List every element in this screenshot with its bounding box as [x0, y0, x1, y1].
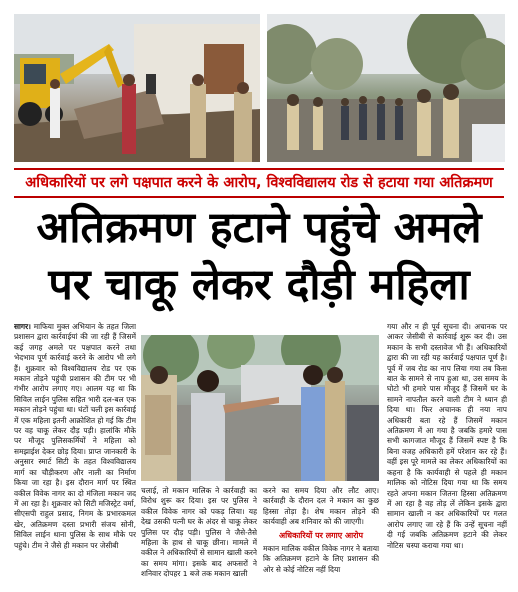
jcb-demolition-illustration — [14, 14, 260, 162]
photo-crowd-police — [267, 14, 505, 162]
kicker-strap: अधिकारियों पर लगे पक्षपात करने के आरोप, विश्वविद्यालय रोड से हटाया गया अतिक्रमण — [14, 168, 504, 198]
article-column-4 — [387, 322, 507, 584]
article-column-2 — [141, 486, 257, 584]
headline-line-1: अतिक्रमण हटाने पहुंचे अमले — [36, 203, 482, 253]
crowd-illustration — [267, 14, 505, 162]
article-text-col3b: मकान मालिक वकील विवेक नागर ने बताया कि अतिक्रमण हटाने के लिए प्रशासन की ओर से कोई नोटिस नहीं दिया — [263, 544, 379, 574]
photo-jcb-demolition — [14, 14, 260, 162]
article-column-1 — [14, 322, 136, 584]
article-text-col3: करने का समय दिया और लौट आए। कार्रवाही के दौरान दल ने मकान का कुछ हिस्सा तोड़ा है। शेष मकान तोड़ने की कार्यवाही अब शनिवार को की जाएगी। — [263, 486, 379, 527]
article-column-3-continued — [263, 544, 379, 584]
article-text-col4: गया और न ही पूर्व सूचना दी। अचानक पर आकर जेसीबी से कार्रवाई शुरू कर दी। उस मकान के सभी दस्तावेज भी हैं। अधिकारियों द्वारा की जा रही यह कार्रवाई पक्षपात पूर्ण है। पूर्व में जब रोड का नाप लिया गया तब किस बात के सामने से नाप हुआ था, उस समय के घोटो भी हमारे पास मौजूद हैं जिसमें घर के सामने नापतौल करने वाली टीम ने ध्यान ही दिया था। फिर अचानक ही नया नाप अधिकारी बता रहे हैं जिसमें मकान अतिक्रमण में आ गया है जबकि हमारे पास सभी कागजात मौजूद हैं जिसमें स्पष्ट है कि बिना वजह अधिकारी हमें परेशान कर रहे हैं। वहीं इस पूरे मामले का लेकर अधिकारियों का कहना है कि कार्यवाही से पहले ही मकान मालिक को नोटिस दिया गया था कि समय रहते अपना मकान जितना हिस्सा अतिक्रमण में आ रहा है वह तोड़ लें लेकिन इसके द्वारा सामान खाली न कर अधिकारियों पर गलत आरोप लगाए जा रहे हैं कि उन्हें सूचना नहीं दी गई जबकि अतिक्रमण हटाने की लेकर नोटिस चस्पा कराया गया था। — [387, 322, 507, 550]
article-text-col1: माफिया मुक्त अभियान के तहत जिला प्रशासन द्वारा कार्रवाईयां की जा रही हैं जिसमें कई जगह अमले पर पक्षपात करने तथा भेदभाव पूर्ण कार्रवाई करने के आरोप भी लगे हैं। शुक्रवार को विश्वविद्यालय रोड पर एक मकान तोड़ने पहुंची प्रशासन की टीम पर भी गंभीर आरोप लगाए गए। आलम यह था कि सिविल लाईन पुलिस सहित भारी दल-बल एक मकान तोड़ने पहुंचा था। घंटों चली इस कार्रवाई में एक महिला इतनी आक्रोशित हो गई कि टीम पर वह चाकू लेकर दौड़ पड़ी। हालांकि मौके पर मौजूद पुलिसकर्मियों ने महिला को समझाईश देकर छोड़ दिया। प्राप्त जानकारी के अनुसार स्मार्ट सिटी के तहत विश्वविद्यालय मार्ग का चौड़ीकरण और नाली का निर्माण किया जा रहा है। इस दौरान मार्ग पर स्थित वकील विवेक नागर का दो मंजिला मकान जद में आ रहा है। शुक्रवार को सिटी मजिस्ट्रेट वर्मा, सीएसपी राहुल प्रसाद, निगम के प्रभारकमल खेर, अतिक्रमण दस्ता प्रभारी संजय सोनी, सिविल लाईन थाना पुलिस के साथ मौके पर पहुंचे। टीम ने जैसे ही मकान पर जेसीबी — [14, 322, 136, 550]
woman-confrontation-illustration — [141, 335, 379, 481]
headline-line-2: पर चाकू लेकर दौड़ी महिला — [48, 260, 470, 310]
dateline: सागर। — [14, 322, 31, 331]
subheading-allegations: अधिकारियों पर लगाए आरोप — [278, 531, 364, 540]
article-text-col2: चलाई, तो मकान मालिक ने कार्रवाही का विरोध शुरू कर दिया। इस पर पुलिस ने वकील विवेक नागर को पकड़ लिया। यह देख उसकी पत्नी घर के अंदर से चाकू लेकर पुलिस पर दौड़ पड़ी। पुलिस ने जैसे-तैसे महिला के हाथ से चाकू छीना। मामले में वकील ने अधिकारियों से सामान खाली करने का समय मांगा। इसके बाद अफसरों ने शनिवार दोपहर 1 बजे तक मकान खाली — [141, 486, 257, 579]
photo-woman-with-knife — [141, 335, 379, 481]
